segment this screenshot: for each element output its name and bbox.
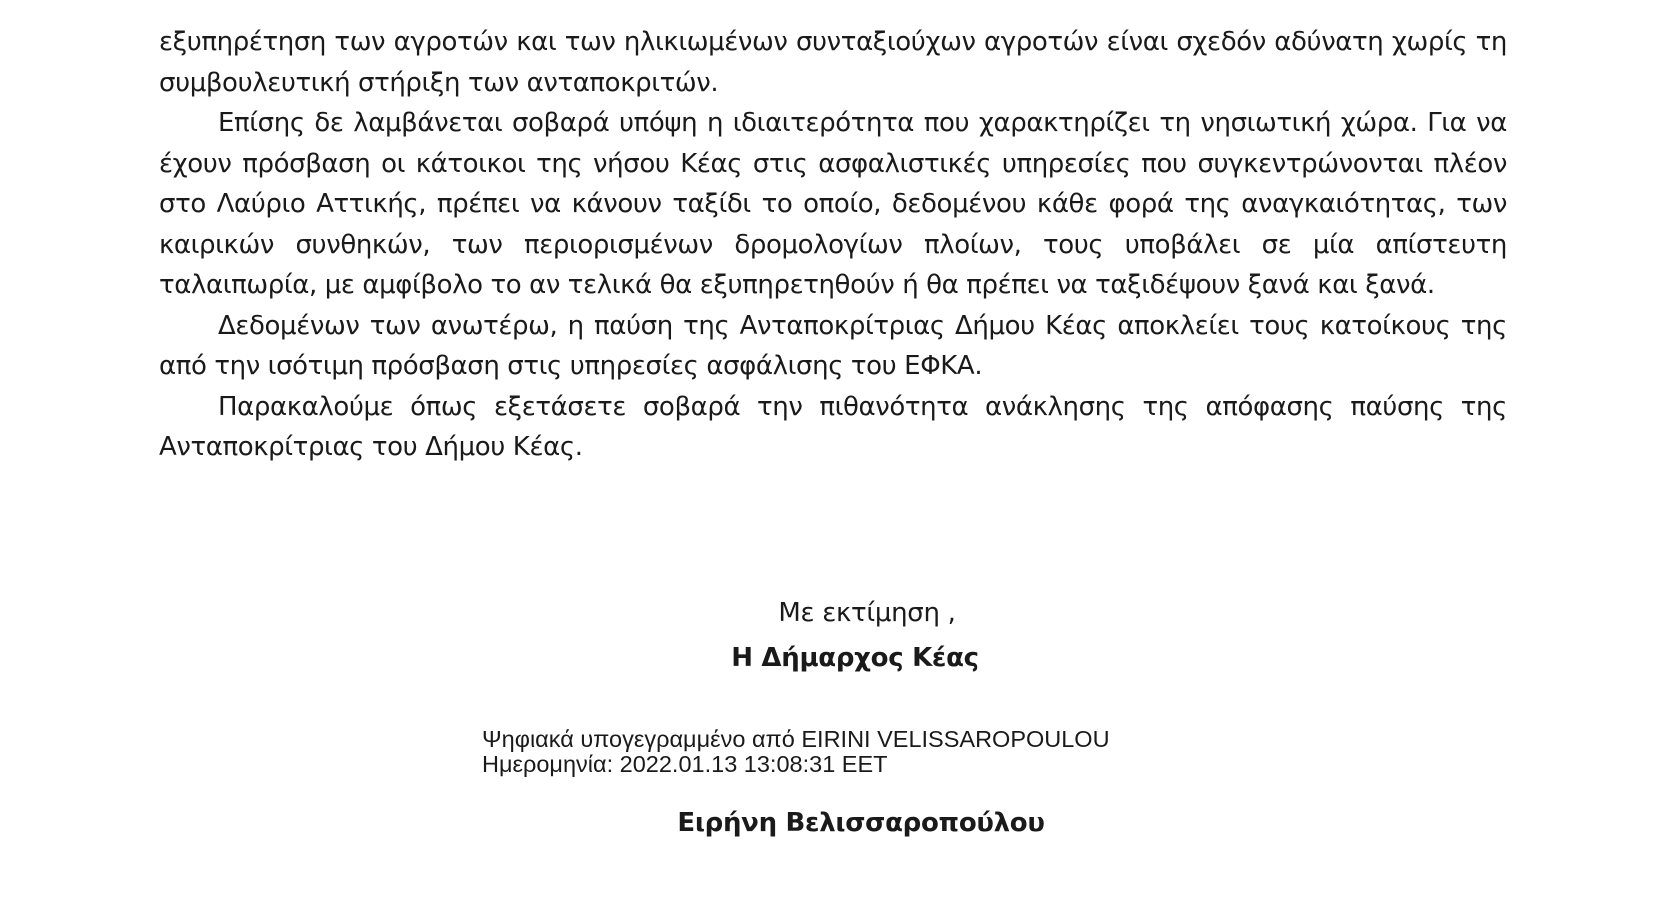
digital-signature-stamp (482, 727, 1110, 777)
digital-signature-signed-by: Ψηφιακά υπογεγραμμένο από EIRINI VELISSAROPOULOU (482, 726, 1110, 752)
paragraph-1: εξυπηρέτηση των αγροτών και των ηλικιωμένων συνταξιούχων αγροτών είναι σχεδόν αδύνατη χωρίς τη συμβουλευτική στήριξη των ανταποκριτών. (159, 27, 1507, 98)
signer-name: Ειρήνη Βελισσαροπούλου (677, 808, 1045, 838)
paragraph-2: Επίσης δε λαμβάνεται σοβαρά υπόψη η ιδιαιτερότητα που χαρακτηρίζει τη νησιωτική χώρα. Για να έχουν πρόσβαση οι κάτοικοι της νήσου Κέας στις ασφαλιστικές υπηρεσίες που συγκεντρώνονται πλέον στο Λαύριο Αττικής, πρέπει να κάνουν ταξίδι το οποίο, δεδομένου κάθε φορά της αναγκαιότητας, των καιρικών συνθηκών, των περιορισμένων δρομολογίων πλοίων, τους υποβάλει σε μία απίστευτη ταλαιπωρία, με αμφίβολο το αν τελικά θα εξυπηρετηθούν ή θα πρέπει να ταξιδέψουν ξανά και ξανά. (159, 108, 1507, 300)
closing-salutation: Με εκτίμηση , (778, 598, 956, 628)
paragraph-4: Παρακαλούμε όπως εξετάσετε σοβαρά την πιθανότητα ανάκλησης της απόφασης παύσης της Ανταποκρίτριας του Δήμου Κέας. (159, 391, 1507, 462)
signer-title: Η Δήμαρχος Κέας (731, 643, 979, 673)
letter-body (159, 22, 1507, 468)
digital-signature-date: Ημερομηνία: 2022.01.13 13:08:31 EET (482, 751, 888, 777)
paragraph-3: Δεδομένων των ανωτέρω, η παύση της Ανταποκρίτριας Δήμου Κέας αποκλείει τους κατοίκους της από την ισότιμη πρόσβαση στις υπηρεσίες ασφάλισης του ΕΦΚΑ. (159, 310, 1507, 381)
